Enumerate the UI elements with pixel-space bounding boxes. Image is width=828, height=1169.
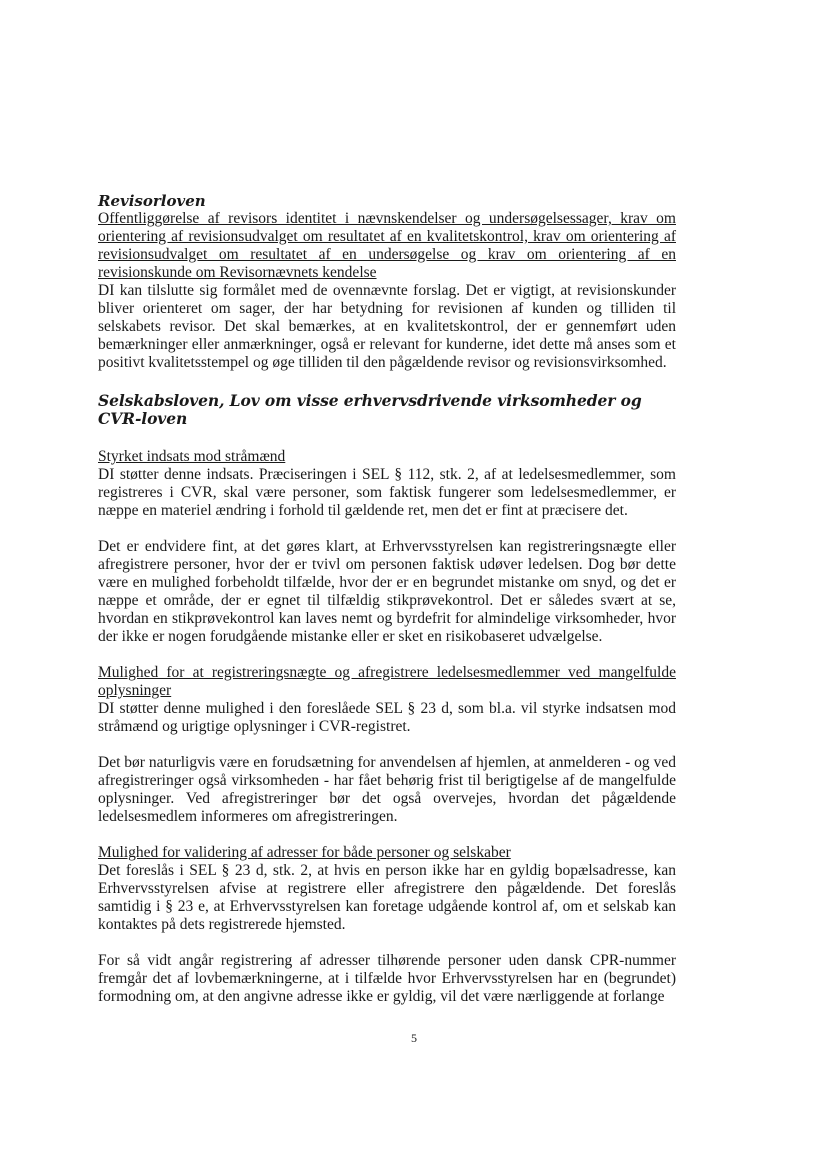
paragraph-adresser-1: Det foreslås i SEL § 23 d, stk. 2, at hvis en person ikke har en gyldig bopælsadresse, kan Erhvervsstyrelsen afvise at registrere eller afregistrere den pågældende. Det foreslås samtidig i § 23 e, at Erhvervsstyrelsen kan foretage udgående kontrol af, om et selskab kan kontaktes på dets registrerede hjemsted. bbox=[98, 862, 676, 933]
paragraph-revisorloven: DI kan tilslutte sig formålet med de ovennævnte forslag. Det er vigtigt, at revisionskunder bliver orienteret om sager, der har betydning for revisionen af kunden og tilliden til selskabets revisor. Det skal bemærkes, at en kvalitetskontrol, der er gennemført uden bemærkninger eller anmærkninger, også er relevant for kunderne, idet dette må anses som et positivt kvalitetsstempel og øge tilliden til den pågældende revisor og revisionsvirksomhed. bbox=[98, 282, 676, 371]
paragraph-straamaend-1: DI støtter denne indsats. Præciseringen i SEL § 112, stk. 2, af at ledelsesmedlemmer, som registreres i CVR, skal være personer, som faktisk fungerer som ledelsesmedlemmer, er næppe en materiel ændring i forhold til gældende ret, men det er fint at præcisere det. bbox=[98, 466, 676, 519]
paragraph-straamaend-2: Det er endvidere fint, at det gøres klart, at Erhvervsstyrelsen kan registreringsnægte eller afregistrere personer, hvor der er tvivl om personen faktisk udøver ledelsen. Dog bør dette være en mulighed forbeholdt tilfælde, hvor der er en begrundet mistanke om snyd, og det er næppe et område, der er egnet til tilfældig stikprøvekontrol. Det er således svært at se, hvordan en stikprøvekontrol kan laves nemt og byrdefrit for almindelige virksomheder, hvor der ikke er nogen forudgående mistanke eller er sket en risikobaseret udvælgelse. bbox=[98, 538, 676, 645]
subheading-straamaend: Styrket indsats mod stråmænd bbox=[98, 448, 286, 465]
paragraph-registreringsnaegte-1: DI støtter denne mulighed i den foreslåede SEL § 23 d, som bl.a. vil styrke indsatsen mod stråmænd og urigtige oplysninger i CVR-registret. bbox=[98, 700, 676, 735]
subheading-offentliggoerelse: Offentliggørelse af revisors identitet i nævnskendelser og undersøgelsessager, krav om orientering af revisionsudvalget om resultatet af en kvalitetskontrol, krav om orientering af revisionsudvalget om resultatet af en undersøgelse og krav om orientering af en revisionskunde om Revisornævnets kendelse bbox=[98, 210, 676, 281]
subheading-registreringsnaegte: Mulighed for at registreringsnægte og afregistrere ledelsesmedlemmer ved mangelfulde oplysninger bbox=[98, 664, 676, 699]
section-heading-selskabsloven: Selskabsloven, Lov om visse erhvervsdrivende virksomheder og CVR-loven bbox=[98, 391, 642, 428]
paragraph-adresser-2: For så vidt angår registrering af adresser tilhørende personer uden dansk CPR-nummer fremgår det af lovbemærkningerne, at i tilfælde hvor Erhvervsstyrelsen har en (begrundet) formodning om, at den angivne adresse ikke er gyldig, vil det være nærliggende at forlange bbox=[98, 952, 676, 1005]
section-heading-revisorloven: Revisorloven bbox=[98, 192, 206, 210]
page-number: 5 bbox=[411, 1031, 417, 1045]
subheading-adresser: Mulighed for validering af adresser for både personer og selskaber bbox=[98, 844, 511, 861]
document-body bbox=[98, 192, 676, 1006]
paragraph-registreringsnaegte-2: Det bør naturligvis være en forudsætning for anvendelsen af hjemlen, at anmelderen - og ved afregistreringer også virksomheden - har fået behørig frist til berigtigelse af de mangelfulde oplysninger. Ved afregistreringer bør det også overvejes, hvordan det pågældende ledelsesmedlem informeres om afregistreringen. bbox=[98, 754, 676, 825]
